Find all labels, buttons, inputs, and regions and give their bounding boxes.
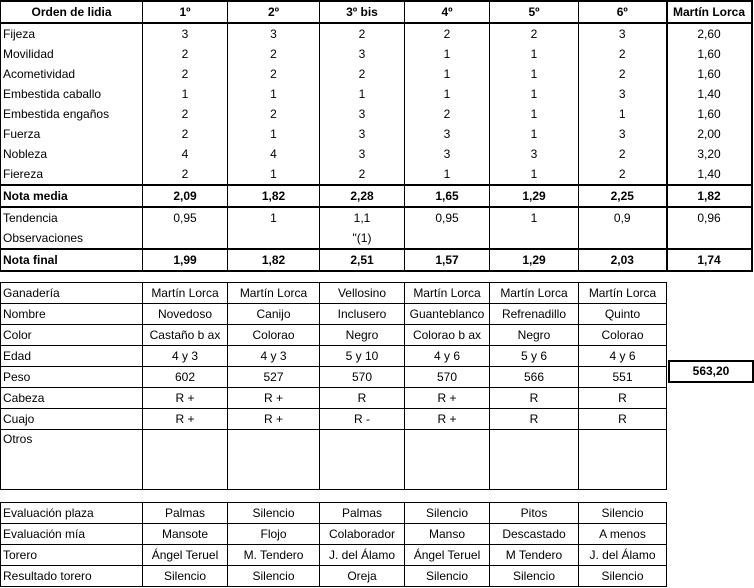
cell: R + <box>405 409 490 430</box>
cell: Palmas <box>143 503 228 524</box>
cell <box>320 430 405 490</box>
table-row <box>1 566 667 587</box>
cell: R <box>579 388 667 409</box>
cell: 1 <box>490 64 579 84</box>
nota-media-row <box>1 185 752 207</box>
cell: 2 <box>579 64 667 84</box>
cell: 2 <box>143 164 228 185</box>
cell: 2,25 <box>579 185 667 207</box>
total-cell: 2,00 <box>667 124 752 144</box>
cell: Martín Lorca <box>228 283 320 304</box>
cell: Colaborador <box>320 524 405 545</box>
cell: Vellosino <box>320 283 405 304</box>
table-row <box>1 367 667 388</box>
cell: 4 y 6 <box>579 346 667 367</box>
nota-final-row <box>1 249 752 271</box>
cell: Descastado <box>490 524 579 545</box>
row-label: Otros <box>1 430 143 490</box>
cell: Refrenadillo <box>490 304 579 325</box>
table-row <box>1 84 752 104</box>
cell: Colorao <box>579 325 667 346</box>
cell: "(1) <box>320 228 405 249</box>
cell: 1,82 <box>228 249 320 271</box>
cell: 3 <box>405 124 490 144</box>
total-cell: 1,60 <box>667 104 752 124</box>
row-label: Nobleza <box>1 144 143 164</box>
cell: 3 <box>579 23 667 44</box>
peso-media-cell: 563,20 <box>668 360 754 383</box>
cell: M Tendero <box>490 545 579 566</box>
cell: 0,95 <box>405 207 490 228</box>
cell: 2,09 <box>143 185 228 207</box>
cell: 2 <box>143 104 228 124</box>
cell: 1 <box>228 124 320 144</box>
total-cell: 2,60 <box>667 23 752 44</box>
table-row <box>1 388 667 409</box>
cell: Quinto <box>579 304 667 325</box>
cell: 3 <box>490 144 579 164</box>
cell: 1,57 <box>405 249 490 271</box>
table-row <box>1 524 667 545</box>
toros-table <box>0 282 667 490</box>
cell: 2 <box>405 23 490 44</box>
table-row <box>1 104 752 124</box>
table-row <box>1 144 752 164</box>
cell: Martín Lorca <box>490 283 579 304</box>
cell: 1 <box>490 207 579 228</box>
cell <box>405 228 490 249</box>
cell: 2 <box>405 104 490 124</box>
header-martin-lorca: Martín Lorca <box>667 1 752 23</box>
cell: 570 <box>320 367 405 388</box>
cell: Silencio <box>143 566 228 587</box>
cell: R + <box>143 388 228 409</box>
row-label: Torero <box>1 545 143 566</box>
cell: 2 <box>320 64 405 84</box>
cell: 1 <box>579 104 667 124</box>
total-cell: 1,82 <box>667 185 752 207</box>
table-row <box>1 409 667 430</box>
table-row <box>1 430 667 490</box>
cell: Canijo <box>228 304 320 325</box>
table-row <box>1 304 667 325</box>
cell: Martín Lorca <box>405 283 490 304</box>
cell: Negro <box>320 325 405 346</box>
header-toro-4: 4º <box>405 1 490 23</box>
cell: 2 <box>320 164 405 185</box>
row-label: Edad <box>1 346 143 367</box>
cell: 1 <box>228 207 320 228</box>
cell: 3 <box>320 144 405 164</box>
cell <box>228 430 320 490</box>
cell: 4 <box>143 144 228 164</box>
cell: Inclusero <box>320 304 405 325</box>
cell: 570 <box>405 367 490 388</box>
cell: 1 <box>143 84 228 104</box>
cell: R + <box>143 409 228 430</box>
cell: 566 <box>490 367 579 388</box>
cell <box>405 430 490 490</box>
cell: 2 <box>579 44 667 64</box>
cell: Flojo <box>228 524 320 545</box>
cell: 2 <box>320 23 405 44</box>
total-cell: 1,60 <box>667 44 752 64</box>
cell: Martín Lorca <box>579 283 667 304</box>
cell <box>579 228 667 249</box>
cell: 2 <box>143 44 228 64</box>
cell: 527 <box>228 367 320 388</box>
table-row <box>1 23 752 44</box>
cell: 1,29 <box>490 185 579 207</box>
cell: 1 <box>405 44 490 64</box>
cell <box>490 430 579 490</box>
cell: 1 <box>405 164 490 185</box>
cell: 2 <box>228 64 320 84</box>
cell: 1 <box>490 44 579 64</box>
row-label: Evaluación mía <box>1 524 143 545</box>
evaluacion-table <box>0 502 667 587</box>
cell: 4 <box>228 144 320 164</box>
cell: 4 y 6 <box>405 346 490 367</box>
total-cell: 1,40 <box>667 84 752 104</box>
cell: Silencio <box>228 503 320 524</box>
total-cell: 1,60 <box>667 64 752 84</box>
cell: R + <box>405 388 490 409</box>
cell: Colorao <box>228 325 320 346</box>
row-label: Nombre <box>1 304 143 325</box>
cell: 1,82 <box>228 185 320 207</box>
cell: Manso <box>405 524 490 545</box>
cell: Palmas <box>320 503 405 524</box>
cell: 1 <box>405 84 490 104</box>
cell: 2 <box>143 64 228 84</box>
cell: 3 <box>320 44 405 64</box>
cell: Silencio <box>579 566 667 587</box>
cell: Martín Lorca <box>143 283 228 304</box>
cell: 551 <box>579 367 667 388</box>
row-label: Cabeza <box>1 388 143 409</box>
cell: 3 <box>320 124 405 144</box>
cell: 1,1 <box>320 207 405 228</box>
row-label: Observaciones <box>1 228 143 249</box>
row-label: Resultado torero <box>1 566 143 587</box>
lidia-table <box>0 0 753 272</box>
cell <box>143 430 228 490</box>
cell: R <box>579 409 667 430</box>
observaciones-row <box>1 228 752 249</box>
row-label: Embestida engaños <box>1 104 143 124</box>
cell: 2 <box>579 144 667 164</box>
cell: R <box>490 409 579 430</box>
header-toro-6: 6º <box>579 1 667 23</box>
cell: Silencio <box>405 566 490 587</box>
cell: Silencio <box>405 503 490 524</box>
cell: 3 <box>579 84 667 104</box>
cell: 1,65 <box>405 185 490 207</box>
table-row <box>1 164 752 185</box>
cell: 1 <box>490 84 579 104</box>
cell: Silencio <box>579 503 667 524</box>
row-label: Peso <box>1 367 143 388</box>
cell <box>579 430 667 490</box>
table-row <box>1 545 667 566</box>
row-label: Tendencia <box>1 207 143 228</box>
cell: 2,03 <box>579 249 667 271</box>
cell: R <box>320 388 405 409</box>
cell <box>143 228 228 249</box>
cell: R + <box>228 409 320 430</box>
cell: 3 <box>320 104 405 124</box>
cell: 4 y 3 <box>228 346 320 367</box>
table-row <box>1 503 667 524</box>
cell: Ángel Teruel <box>405 545 490 566</box>
total-cell: 1,74 <box>667 249 752 271</box>
tendencia-row <box>1 207 752 228</box>
row-label: Embestida caballo <box>1 84 143 104</box>
cell: 1 <box>228 84 320 104</box>
total-cell: 0,96 <box>667 207 752 228</box>
cell: 3 <box>405 144 490 164</box>
cell: 2 <box>579 164 667 185</box>
table-row <box>1 64 752 84</box>
header-toro-1: 1º <box>143 1 228 23</box>
cell: R - <box>320 409 405 430</box>
cell: 0,95 <box>143 207 228 228</box>
cell: Guanteblanco <box>405 304 490 325</box>
cell <box>490 228 579 249</box>
cell: Silencio <box>228 566 320 587</box>
cell: 5 y 6 <box>490 346 579 367</box>
cell: 2,28 <box>320 185 405 207</box>
lidia-header-row <box>1 1 752 23</box>
cell: Colorao b ax <box>405 325 490 346</box>
cell: 2,51 <box>320 249 405 271</box>
cell: 2 <box>490 23 579 44</box>
cell: 2 <box>143 124 228 144</box>
cell: 1 <box>490 124 579 144</box>
row-label: Ganadería <box>1 283 143 304</box>
cell: Negro <box>490 325 579 346</box>
total-cell: 3,20 <box>667 144 752 164</box>
cell: Oreja <box>320 566 405 587</box>
cell <box>228 228 320 249</box>
cell: Silencio <box>490 566 579 587</box>
row-label: Movilidad <box>1 44 143 64</box>
row-label: Fuerza <box>1 124 143 144</box>
row-label: Fiereza <box>1 164 143 185</box>
cell: 3 <box>228 23 320 44</box>
cell: 3 <box>143 23 228 44</box>
cell: 602 <box>143 367 228 388</box>
cell: 1 <box>405 64 490 84</box>
cell: Novedoso <box>143 304 228 325</box>
cell: J. del Álamo <box>320 545 405 566</box>
cell: Ángel Teruel <box>143 545 228 566</box>
cell: 5 y 10 <box>320 346 405 367</box>
row-label: Acometividad <box>1 64 143 84</box>
cell: A menos <box>579 524 667 545</box>
table-row <box>1 124 752 144</box>
cell: 2 <box>228 44 320 64</box>
row-label: Nota final <box>1 249 143 271</box>
row-label: Color <box>1 325 143 346</box>
header-toro-5: 5º <box>490 1 579 23</box>
total-cell <box>667 228 752 249</box>
cell: Mansote <box>143 524 228 545</box>
row-label: Fijeza <box>1 23 143 44</box>
cell: 1 <box>228 164 320 185</box>
table-row <box>1 44 752 64</box>
table-row <box>1 346 667 367</box>
cell: 1 <box>490 164 579 185</box>
cell: 1 <box>320 84 405 104</box>
header-orden: Orden de lidia <box>1 1 143 23</box>
table-row <box>1 283 667 304</box>
cell: 1,99 <box>143 249 228 271</box>
total-cell: 1,40 <box>667 164 752 185</box>
header-toro-2: 2º <box>228 1 320 23</box>
cell: 3 <box>579 124 667 144</box>
cell: 1,29 <box>490 249 579 271</box>
cell: M. Tendero <box>228 545 320 566</box>
cell: 4 y 3 <box>143 346 228 367</box>
table-row <box>1 325 667 346</box>
cell: R <box>490 388 579 409</box>
row-label: Cuajo <box>1 409 143 430</box>
cell: J. del Álamo <box>579 545 667 566</box>
header-toro-3: 3º bis <box>320 1 405 23</box>
row-label: Nota media <box>1 185 143 207</box>
cell: Castaño b ax <box>143 325 228 346</box>
cell: 2 <box>228 104 320 124</box>
row-label: Evaluación plaza <box>1 503 143 524</box>
cell: R + <box>228 388 320 409</box>
cell: 0,9 <box>579 207 667 228</box>
cell: 1 <box>490 104 579 124</box>
cell: Pitos <box>490 503 579 524</box>
